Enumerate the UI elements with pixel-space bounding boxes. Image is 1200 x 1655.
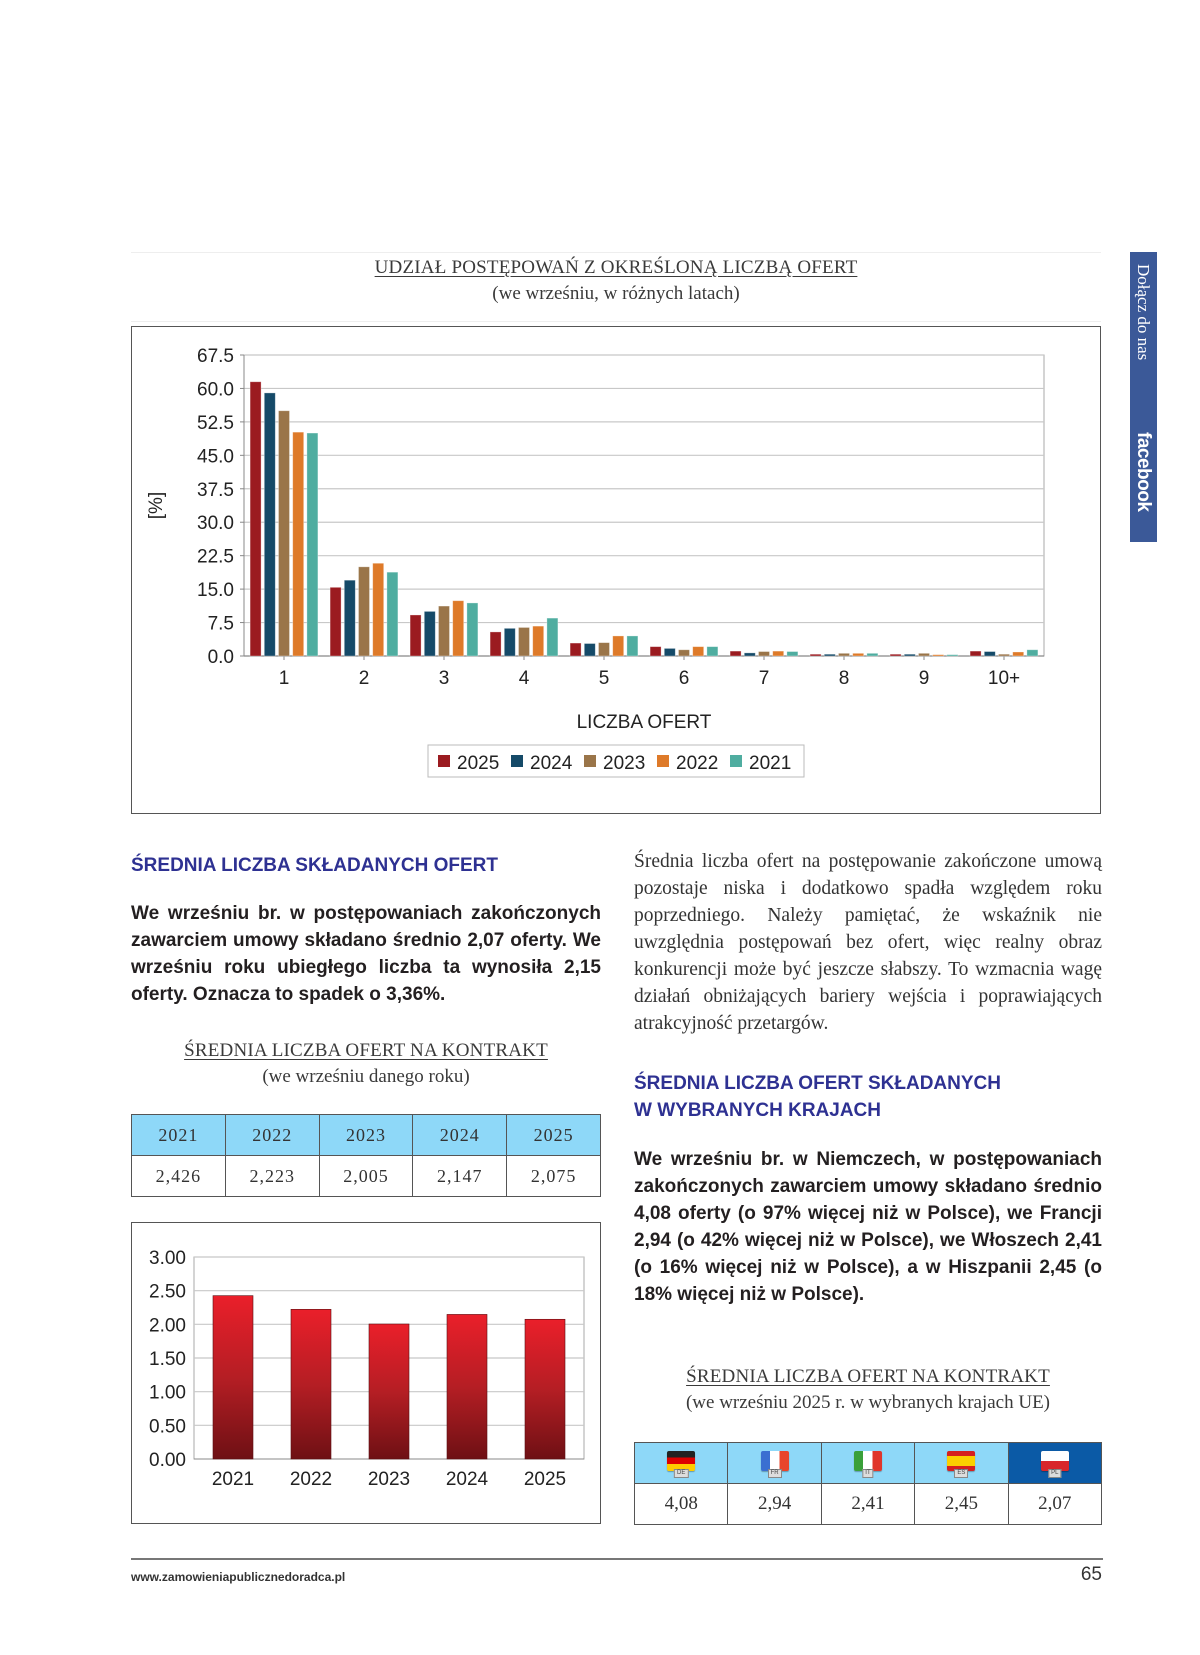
avg-offers-chart-frame — [131, 1222, 601, 1524]
bar-2025 — [525, 1319, 565, 1459]
country-flag-cell — [635, 1443, 728, 1484]
legend-swatch-2024 — [511, 755, 523, 767]
legend-label-2025: 2025 — [457, 753, 500, 774]
bar-2022-8 — [853, 653, 864, 656]
country-table-subtitle: (we wrześniu 2025 r. w wybranych krajach UE) — [685, 1392, 1051, 1413]
x-axis-label: LICZBA OFERT — [576, 712, 712, 733]
section-heading-avg-offers: ŚREDNIA LICZBA SKŁADANYCH OFERT — [131, 855, 498, 876]
legend-swatch-2025 — [438, 755, 450, 767]
year-table — [131, 1114, 601, 1197]
bar-2024-6 — [664, 648, 675, 656]
country-value-cell: 2,07 — [1008, 1484, 1101, 1525]
country-value-cell: 2,41 — [821, 1484, 914, 1525]
bar-2025-1 — [250, 382, 261, 656]
section-heading-countries — [634, 1070, 1102, 1124]
main-chart-subtitle: (we wrześniu, w różnych latach) — [492, 283, 740, 304]
bar-2022-2 — [373, 563, 384, 656]
bar-2023-10+ — [999, 654, 1010, 656]
country-table — [634, 1442, 1102, 1525]
y-tick-label: 15.0 — [197, 580, 234, 602]
bar-2024-1 — [264, 393, 275, 656]
x-tick-label: 2021 — [211, 1469, 255, 1490]
footer-website-link[interactable]: www.zamowieniapublicznedoradca.pl — [131, 1570, 346, 1584]
legend-label-2024: 2024 — [530, 753, 573, 774]
y-tick-label: 7.5 — [207, 613, 234, 635]
legend-swatch-2022 — [657, 755, 669, 767]
germany-flag-icon: DE — [667, 1451, 695, 1471]
bar-2023-7 — [759, 652, 770, 656]
x-tick-label: 5 — [598, 668, 610, 689]
bar-2024-7 — [744, 653, 755, 656]
country-flag-cell — [915, 1443, 1008, 1484]
year-value-cell: 2,426 — [132, 1156, 226, 1197]
country-flag-cell — [728, 1443, 821, 1484]
bar-2024-8 — [824, 654, 835, 656]
bar-2025-3 — [410, 615, 421, 656]
y-tick-label: 3.00 — [149, 1248, 186, 1269]
italy-flag-icon: IT — [854, 1451, 882, 1471]
france-flag-icon: FR — [761, 1451, 789, 1471]
footer-divider — [131, 1558, 1103, 1560]
bar-2023-1 — [279, 411, 290, 656]
bar-2023-2 — [359, 567, 370, 656]
bar-2025-5 — [570, 643, 581, 656]
bar-2024-3 — [424, 611, 435, 656]
facebook-logo-icon: facebook — [1133, 432, 1154, 512]
x-tick-label: 6 — [678, 668, 690, 689]
right-column-paragraph: Średnia liczba ofert na postępowanie zakończone umową pozostaje niska i dodatkowo spadła względem roku poprzedniego. Należy pamiętać, że wskaźnik nie uwzględnia postępowań bez ofert, więc realny obraz konkurencji może być jeszcze słabszy. To wzmacnia wagę działań obniżających bariery wejścia i poprawiających atrakcyjność przetargów. — [634, 851, 1102, 1034]
country-table-caption — [634, 1366, 1102, 1414]
y-tick-label: 67.5 — [197, 346, 234, 367]
bar-2025-7 — [730, 651, 741, 656]
bar-2022-3 — [453, 601, 464, 656]
x-tick-label: 8 — [838, 668, 850, 689]
legend-label-2021: 2021 — [749, 753, 792, 774]
bar-2025-2 — [330, 587, 341, 656]
year-value-cell: 2,005 — [319, 1156, 413, 1197]
x-tick-label: 9 — [918, 668, 930, 689]
year-header-cell: 2023 — [319, 1115, 413, 1156]
legend-swatch-2021 — [730, 755, 742, 767]
bar-2024-9 — [904, 654, 915, 656]
bar-2021-2 — [387, 572, 398, 656]
bar-2024-10+ — [984, 652, 995, 656]
y-tick-label: 22.5 — [197, 546, 234, 568]
country-table-title: ŚREDNIA LICZBA OFERT NA KONTRAKT — [686, 1366, 1050, 1387]
bar-2025-10+ — [970, 651, 981, 656]
x-tick-label: 1 — [278, 668, 290, 689]
year-header-cell: 2025 — [507, 1115, 601, 1156]
x-tick-label: 2023 — [367, 1469, 411, 1490]
bar-2024-5 — [584, 644, 595, 656]
y-tick-label: 60.0 — [197, 379, 234, 401]
year-header-cell: 2022 — [225, 1115, 319, 1156]
bar-2022-7 — [773, 651, 784, 656]
section-heading-countries-line2: W WYBRANYCH KRAJACH — [634, 1100, 881, 1121]
section-avg-offers-paragraph: We wrześniu br. w postępowaniach zakończonych zawarciem umowy składano średnio 2,07 oferty. We wrześniu roku ubiegłego liczba ta wynosiła 2,15 oferty. Oznacza to spadek o 3,36%. — [131, 903, 601, 1005]
bar-2021-9 — [947, 655, 958, 656]
x-tick-label: 4 — [518, 668, 530, 689]
bar-2021-1 — [307, 433, 318, 656]
country-table-flag-row — [635, 1443, 1102, 1484]
y-tick-label: 2.00 — [149, 1315, 186, 1337]
y-tick-label: 0.00 — [149, 1450, 186, 1471]
year-table-value-row — [132, 1156, 601, 1197]
legend — [428, 745, 804, 777]
x-tick-label: 2025 — [523, 1469, 567, 1490]
bar-2021-4 — [547, 618, 558, 656]
year-value-cell: 2,147 — [413, 1156, 507, 1197]
bar-2021-5 — [627, 636, 638, 656]
country-table-value-row — [635, 1484, 1102, 1525]
avg-offers-chart — [132, 1223, 600, 1523]
countries-paragraph: We wrześniu br. w Niemczech, w postępowaniach zakończonych zawarciem umowy składano średnio 4,08 oferty (o 97% więcej niż w Polsce), we Francji 2,94 (o 42% więcej niż w Polsce), we Włoszech 2,41 (o 16% więcej niż w Polsce), a w Hiszpanii 2,45 (o 18% więcej niż w Polsce). — [634, 1149, 1102, 1305]
bar-2025-4 — [490, 632, 501, 656]
year-table-subtitle: (we wrześniu danego roku) — [262, 1066, 470, 1087]
y-tick-label: 2.50 — [149, 1281, 186, 1303]
x-tick-label: 10+ — [987, 668, 1021, 689]
bar-2021-3 — [467, 603, 478, 656]
bar-2024-4 — [504, 628, 515, 656]
country-value-cell: 2,94 — [728, 1484, 821, 1525]
bar-2022 — [291, 1309, 331, 1459]
main-chart-caption-box — [131, 252, 1101, 322]
y-tick-label: 0.0 — [207, 647, 234, 668]
y-tick-label: 0.50 — [149, 1416, 186, 1438]
section-heading-countries-line1: ŚREDNIA LICZBA OFERT SKŁADANYCH — [634, 1073, 1001, 1094]
facebook-join-tab[interactable] — [1130, 252, 1157, 542]
bar-2025-6 — [650, 647, 661, 656]
page-number: 65 — [1080, 1564, 1102, 1585]
bar-2022-1 — [293, 432, 304, 656]
bar-2023-6 — [679, 650, 690, 656]
bar-2022-6 — [693, 647, 704, 656]
bar-2021-6 — [707, 647, 718, 656]
bar-2023-4 — [519, 627, 530, 656]
bar-2025-9 — [890, 654, 901, 656]
y-tick-label: 37.5 — [197, 479, 234, 501]
bar-2022-5 — [613, 636, 624, 656]
country-flag-cell-highlight — [1008, 1443, 1101, 1484]
bar-2021 — [213, 1296, 253, 1459]
x-tick-label: 2 — [358, 668, 370, 689]
year-value-cell: 2,223 — [225, 1156, 319, 1197]
y-axis-label: [%] — [146, 491, 167, 520]
bar-2023-5 — [599, 643, 610, 656]
x-tick-label: 3 — [438, 668, 450, 689]
bar-2023-3 — [439, 606, 450, 656]
bar-2023 — [369, 1324, 409, 1459]
y-tick-label: 52.5 — [197, 412, 234, 434]
y-tick-label: 45.0 — [197, 446, 234, 468]
bar-2024 — [447, 1314, 487, 1459]
legend-label-2022: 2022 — [676, 753, 719, 774]
year-table-title: ŚREDNIA LICZBA OFERT NA KONTRAKT — [184, 1040, 548, 1061]
main-chart-title: UDZIAŁ POSTĘPOWAŃ Z OKREŚLONĄ LICZBĄ OFERT — [374, 257, 858, 278]
year-value-cell: 2,075 — [507, 1156, 601, 1197]
bar-2024-2 — [344, 580, 355, 656]
bar-2022-4 — [533, 626, 544, 656]
year-header-cell: 2024 — [413, 1115, 507, 1156]
spain-flag-icon: ES — [947, 1451, 975, 1471]
main-chart-frame — [131, 326, 1101, 814]
year-table-header-row — [132, 1115, 601, 1156]
bar-2021-8 — [867, 653, 878, 656]
legend-label-2023: 2023 — [603, 753, 646, 774]
facebook-join-text: Dołącz do nas — [1134, 264, 1153, 361]
bar-2021-7 — [787, 652, 798, 656]
country-flag-cell — [821, 1443, 914, 1484]
bar-2025-8 — [810, 654, 821, 656]
bar-2022-10+ — [1013, 652, 1024, 656]
x-tick-label: 2022 — [289, 1469, 333, 1490]
y-tick-label: 1.50 — [149, 1349, 186, 1370]
x-tick-label: 7 — [758, 668, 770, 689]
year-header-cell: 2021 — [132, 1115, 226, 1156]
y-tick-label: 30.0 — [197, 513, 234, 535]
poland-flag-icon: PL — [1041, 1451, 1069, 1471]
bar-2021-10+ — [1027, 650, 1038, 656]
x-tick-label: 2024 — [445, 1469, 489, 1490]
offers-share-chart — [132, 327, 1100, 813]
country-value-cell: 2,45 — [915, 1484, 1008, 1525]
bar-2023-9 — [919, 653, 930, 656]
y-tick-label: 1.00 — [149, 1382, 186, 1404]
bar-2023-8 — [839, 653, 850, 656]
legend-swatch-2023 — [584, 755, 596, 767]
bar-2022-9 — [933, 655, 944, 656]
year-table-caption — [131, 1040, 601, 1088]
country-value-cell: 4,08 — [635, 1484, 728, 1525]
